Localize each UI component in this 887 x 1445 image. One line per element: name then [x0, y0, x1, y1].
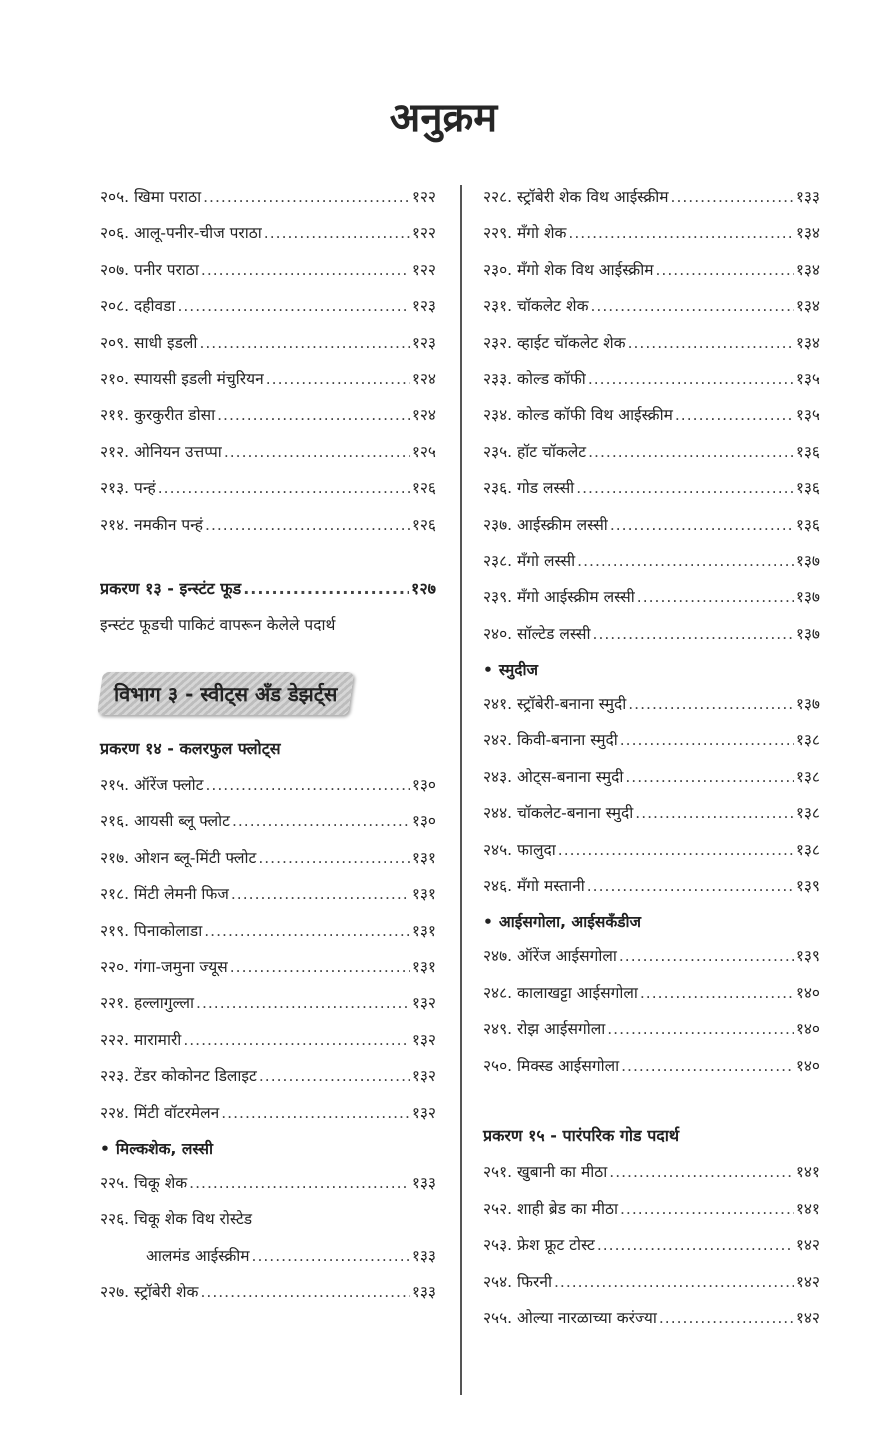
leader-dots — [224, 443, 410, 461]
leader-dots — [587, 877, 794, 895]
page-number: १३१ — [411, 885, 436, 904]
toc-entry[interactable] — [483, 1270, 820, 1306]
toc-entry[interactable] — [483, 513, 820, 549]
bullet-icon: • — [100, 1139, 110, 1158]
toc-entry[interactable] — [483, 622, 820, 658]
entry-group — [483, 944, 820, 1090]
entry-label: २१९. पिनाकोलाडा — [100, 921, 203, 940]
page-number: १४० — [795, 1056, 820, 1075]
leader-dots — [625, 768, 793, 786]
page-number: १३४ — [795, 297, 820, 316]
entry-label: २३२. व्हाईट चॉकलेट शेक — [483, 333, 626, 352]
toc-entry[interactable] — [100, 440, 436, 476]
page-number: १३८ — [795, 840, 820, 859]
bullet-icon: • — [483, 661, 493, 680]
entry-label: २४८. कालाखट्टा आईसगोला — [483, 983, 638, 1002]
toc-entry[interactable] — [483, 1017, 820, 1053]
toc-entry[interactable] — [483, 1306, 820, 1342]
toc-entry[interactable] — [100, 185, 436, 221]
leader-dots — [621, 1057, 794, 1075]
leader-dots — [199, 334, 409, 352]
section-3-title: विभाग ३ - स्वीट्स अँड डेझर्ट्स — [114, 681, 338, 706]
bullet-heading-smoothies: • स्मुदीज — [483, 661, 538, 680]
entry-label: २४१. स्ट्रॉबेरी-बनाना स्मुदी — [483, 695, 627, 714]
toc-entry[interactable] — [483, 585, 820, 621]
leader-dots — [259, 1067, 410, 1085]
leader-dots — [607, 1020, 794, 1038]
leader-dots — [158, 479, 410, 497]
toc-entry[interactable] — [100, 1171, 436, 1207]
bullet-heading-icegola: • आईसगोला, आईसकँडीज — [483, 913, 642, 932]
entry-label: २४७. ऑरेंज आईसगोला — [483, 947, 617, 966]
entry-label: २२७. स्ट्रॉबेरी शेक — [100, 1283, 199, 1302]
leader-dots — [189, 1174, 410, 1192]
leader-dots — [597, 1236, 794, 1254]
column-divider — [460, 185, 462, 1395]
leader-dots — [620, 731, 794, 749]
toc-entry-line1[interactable]: २२६. चिकू शेक विथ रोस्टेड — [100, 1210, 253, 1229]
page-number: १४० — [795, 1020, 820, 1039]
section-3-banner — [100, 672, 436, 715]
toc-entry[interactable] — [100, 513, 436, 549]
toc-entry[interactable] — [483, 838, 820, 874]
entry-label: २५३. फ्रेश फ्रूट टोस्ट — [483, 1236, 595, 1255]
leader-dots — [619, 947, 794, 965]
leader-dots — [591, 297, 794, 315]
leader-dots — [588, 443, 794, 461]
leader-dots — [221, 1104, 410, 1122]
entry-group — [100, 773, 436, 1137]
leader-dots — [637, 588, 794, 606]
leader-dots — [558, 841, 794, 859]
toc-entry[interactable] — [100, 1280, 436, 1316]
page-number: १३४ — [795, 260, 820, 279]
page-number: १२२ — [411, 188, 436, 206]
entry-label: २१८. मिंटी लेमनी फिज — [100, 885, 229, 904]
toc-entry[interactable] — [483, 367, 820, 403]
page-number: १३६ — [795, 515, 820, 534]
toc-entry[interactable] — [483, 185, 820, 221]
page-number: १३६ — [795, 442, 820, 461]
entry-label: २३५. हॉट चॉकलेट — [483, 442, 587, 461]
entry-label: २१०. स्पायसी इडली मंचुरियन — [100, 369, 264, 388]
toc-entry[interactable] — [100, 331, 436, 367]
toc-entry[interactable] — [100, 809, 436, 845]
page-number: १३२ — [411, 1030, 436, 1049]
entry-label: २४९. रोझ आईसगोला — [483, 1020, 606, 1039]
entry-label: प्रकरण १३ - इन्स्टंट फूड — [100, 578, 242, 598]
leader-dots — [183, 1031, 410, 1049]
page-number: १३५ — [795, 406, 820, 425]
leader-dots — [659, 1309, 794, 1327]
toc-entry[interactable] — [100, 294, 436, 330]
entry-label: २३४. कोल्ड कॉफी विथ आईस्क्रीम — [483, 406, 673, 425]
chapter-13-description: इन्स्टंट फूडची पाकिटं वापरून केलेले पदार्थ — [100, 616, 336, 635]
chapter-13-entry[interactable] — [100, 577, 436, 613]
page-number: १३१ — [411, 958, 436, 977]
leader-dots — [258, 849, 410, 867]
entry-label: २१६. आयसी ब्लू फ्लोट — [100, 812, 230, 831]
entry-group — [100, 185, 436, 549]
leader-dots — [588, 370, 794, 388]
page-number: १३८ — [795, 767, 820, 786]
page-number: १३१ — [411, 848, 436, 867]
leader-dots — [620, 1200, 794, 1218]
toc-entry[interactable] — [483, 801, 820, 837]
page-number: १२६ — [411, 515, 436, 534]
toc-entry[interactable] — [483, 258, 820, 294]
entry-group — [483, 1160, 820, 1342]
entry-label: २२०. गंगा-जमुना ज्यूस — [100, 958, 228, 977]
entry-label: २२१. हल्लागुल्ला — [100, 994, 195, 1013]
toc-right-column — [483, 185, 820, 1342]
page-number: १३७ — [795, 551, 820, 570]
page-number: १३४ — [795, 224, 820, 243]
leader-dots — [264, 224, 410, 242]
entry-label: २४६. मँगो मस्तानी — [483, 877, 585, 896]
toc-entry-continuation[interactable] — [100, 1244, 436, 1280]
page-number: १४२ — [795, 1308, 820, 1327]
toc-entry[interactable] — [100, 991, 436, 1027]
leader-dots — [200, 1283, 409, 1301]
leader-dots — [217, 406, 410, 424]
entry-label: २०६. आलू-पनीर-चीज पराठा — [100, 224, 262, 243]
page-number: १४१ — [795, 1199, 820, 1218]
entry-group — [483, 692, 820, 910]
leader-dots — [610, 516, 794, 534]
page-number: १३४ — [795, 333, 820, 352]
entry-label: २०८. दहीवडा — [100, 297, 176, 316]
page-number: १२२ — [411, 260, 436, 279]
leader-dots — [243, 579, 409, 598]
toc-entry[interactable] — [100, 1064, 436, 1100]
page-number: १२३ — [411, 297, 436, 316]
leader-dots — [177, 297, 409, 315]
page-number: १३९ — [795, 947, 820, 966]
page-number: १२७ — [411, 578, 436, 598]
leader-dots — [628, 334, 794, 352]
entry-label: २१३. पन्हं — [100, 479, 156, 498]
bullet-icon: • — [483, 913, 493, 932]
entry-label: २४३. ओट्स-बनाना स्मुदी — [483, 767, 624, 786]
leader-dots — [554, 1273, 794, 1291]
page-number: १३२ — [411, 994, 436, 1013]
leader-dots — [655, 261, 793, 279]
leader-dots — [252, 1247, 410, 1265]
entry-label: २०९. साधी इडली — [100, 333, 198, 352]
page-number: १२४ — [411, 406, 436, 425]
toc-entry[interactable] — [483, 1054, 820, 1090]
page-number: १३२ — [411, 1067, 436, 1086]
page-title: अनुक्रम — [389, 95, 498, 141]
toc-entry[interactable] — [100, 258, 436, 294]
entry-label: २१४. नमकीन पन्हं — [100, 515, 204, 534]
leader-dots — [196, 994, 410, 1012]
entry-label: २३३. कोल्ड कॉफी — [483, 369, 586, 388]
chapter-14-heading: प्रकरण १४ - कलरफुल फ्लोट्स — [100, 738, 281, 758]
entry-label: २३९. मँगो आईस्क्रीम लस्सी — [483, 588, 635, 607]
entry-label: २०७. पनीर पराठा — [100, 260, 199, 279]
toc-entry[interactable] — [100, 221, 436, 257]
page-number: १२२ — [411, 224, 436, 243]
page-number: १४२ — [795, 1236, 820, 1255]
page-number: १३७ — [795, 624, 820, 643]
entry-label: २१७. ओशन ब्लू-मिंटी फ्लोट — [100, 848, 257, 867]
page-number: १२५ — [411, 442, 436, 461]
toc-entry[interactable] — [100, 367, 436, 403]
toc-entry[interactable] — [100, 403, 436, 439]
leader-dots — [576, 479, 794, 497]
page-number: १३३ — [795, 188, 820, 206]
toc-entry[interactable] — [100, 919, 436, 955]
bullet-heading-milkshake: • मिल्कशेक, लस्सी — [100, 1139, 214, 1158]
page-number: १२६ — [411, 479, 436, 498]
leader-dots — [201, 261, 410, 279]
toc-entry[interactable] — [100, 846, 436, 882]
leader-dots — [675, 406, 794, 424]
entry-label: २४२. किवी-बनाना स्मुदी — [483, 731, 618, 750]
toc-entry[interactable] — [100, 1028, 436, 1064]
chapter-15-heading: प्रकरण १५ - पारंपरिक गोड पदार्थ — [483, 1125, 680, 1145]
page-number: १३७ — [795, 695, 820, 714]
page-number: १२४ — [411, 369, 436, 388]
leader-dots — [640, 984, 794, 1002]
leader-dots — [635, 804, 794, 822]
page-number: १३२ — [411, 1103, 436, 1122]
entry-label: २४४. चॉकलेट-बनाना स्मुदी — [483, 804, 634, 823]
entry-label: २२९. मँगो शेक — [483, 224, 567, 243]
entry-label: २२४. मिंटी वॉटरमेलन — [100, 1103, 220, 1122]
page-number: १३३ — [411, 1283, 436, 1302]
toc-entry[interactable] — [483, 403, 820, 439]
entry-label: २४५. फालुदा — [483, 840, 556, 859]
entry-label: २५२. शाही ब्रेड का मीठा — [483, 1199, 618, 1218]
page-number: १३८ — [795, 804, 820, 823]
page-number: १४२ — [795, 1272, 820, 1291]
entry-label: २२३. टेंडर कोकोनट डिलाइट — [100, 1067, 257, 1086]
entry-label: २२२. मारामारी — [100, 1030, 182, 1049]
entry-label: २२५. चिकू शेक — [100, 1173, 188, 1192]
entry-label: २०५. खिमा पराठा — [100, 188, 202, 206]
toc-left-column — [100, 185, 436, 1317]
page-number: १४१ — [795, 1163, 820, 1182]
page-number: १३३ — [411, 1173, 436, 1192]
entry-label: २१२. ओनियन उत्तप्पा — [100, 442, 222, 461]
entry-label: २३१. चॉकलेट शेक — [483, 297, 589, 316]
toc-entry[interactable] — [100, 1101, 436, 1137]
leader-dots — [204, 922, 410, 940]
page-number: १३१ — [411, 921, 436, 940]
entry-label: २५१. खुबानी का मीठा — [483, 1163, 608, 1182]
page-number: १३० — [411, 776, 436, 795]
leader-dots — [232, 812, 410, 830]
entry-group — [483, 185, 820, 658]
entry-label: २३८. मँगो लस्सी — [483, 551, 576, 570]
toc-entry[interactable] — [483, 221, 820, 257]
page-number: १३३ — [411, 1246, 436, 1265]
toc-entry[interactable] — [483, 294, 820, 330]
entry-label: २३७. आईस्क्रीम लस्सी — [483, 515, 608, 534]
leader-dots — [231, 885, 410, 903]
toc-entry[interactable] — [483, 1233, 820, 1269]
toc-entry[interactable] — [483, 765, 820, 801]
toc-entry[interactable] — [483, 476, 820, 512]
page-number: १३५ — [795, 369, 820, 388]
toc-entry[interactable] — [483, 981, 820, 1017]
toc-entry[interactable] — [483, 331, 820, 367]
leader-dots — [206, 776, 410, 794]
page-number: १३८ — [795, 731, 820, 750]
page-number: १३६ — [795, 479, 820, 498]
toc-entry[interactable] — [483, 728, 820, 764]
toc-entry[interactable] — [100, 476, 436, 512]
toc-entry[interactable] — [483, 874, 820, 910]
entry-label: २३६. गोड लस्सी — [483, 479, 575, 498]
page-number: १३९ — [795, 877, 820, 896]
leader-dots — [577, 552, 794, 570]
entry-label: २३०. मँगो शेक विथ आईस्क्रीम — [483, 260, 654, 279]
entry-label: २१५. ऑरेंज फ्लोट — [100, 776, 204, 795]
entry-label: २५०. मिक्स्ड आईसगोला — [483, 1056, 620, 1075]
toc-entry[interactable] — [100, 882, 436, 918]
page-number: १४० — [795, 983, 820, 1002]
toc-entry[interactable] — [483, 549, 820, 585]
toc-entry[interactable] — [483, 1197, 820, 1233]
toc-entry[interactable] — [100, 773, 436, 809]
leader-dots — [671, 188, 794, 206]
entry-label: २५४. फिरनी — [483, 1272, 552, 1291]
leader-dots — [266, 370, 410, 388]
leader-dots — [205, 516, 410, 534]
page-number: १३० — [411, 812, 436, 831]
entry-label: २४०. सॉल्टेड लस्सी — [483, 624, 591, 643]
leader-dots — [568, 224, 793, 242]
leader-dots — [203, 188, 410, 206]
page-number: १३७ — [795, 588, 820, 607]
entry-label: आलमंड आईस्क्रीम — [146, 1246, 250, 1265]
toc-entry[interactable] — [483, 440, 820, 476]
entry-label: २२८. स्ट्रॉबेरी शेक विथ आईस्क्रीम — [483, 188, 669, 206]
entry-label: २५५. ओल्या नारळाच्या करंज्या — [483, 1308, 657, 1327]
page-number: १२३ — [411, 333, 436, 352]
entry-label: २११. कुरकुरीत डोसा — [100, 406, 216, 425]
toc-entry[interactable] — [100, 955, 436, 991]
toc-entry[interactable] — [483, 1160, 820, 1196]
leader-dots — [609, 1163, 794, 1181]
leader-dots — [593, 625, 794, 643]
toc-entry[interactable] — [483, 692, 820, 728]
leader-dots — [628, 695, 794, 713]
leader-dots — [230, 958, 410, 976]
toc-entry[interactable] — [483, 944, 820, 980]
